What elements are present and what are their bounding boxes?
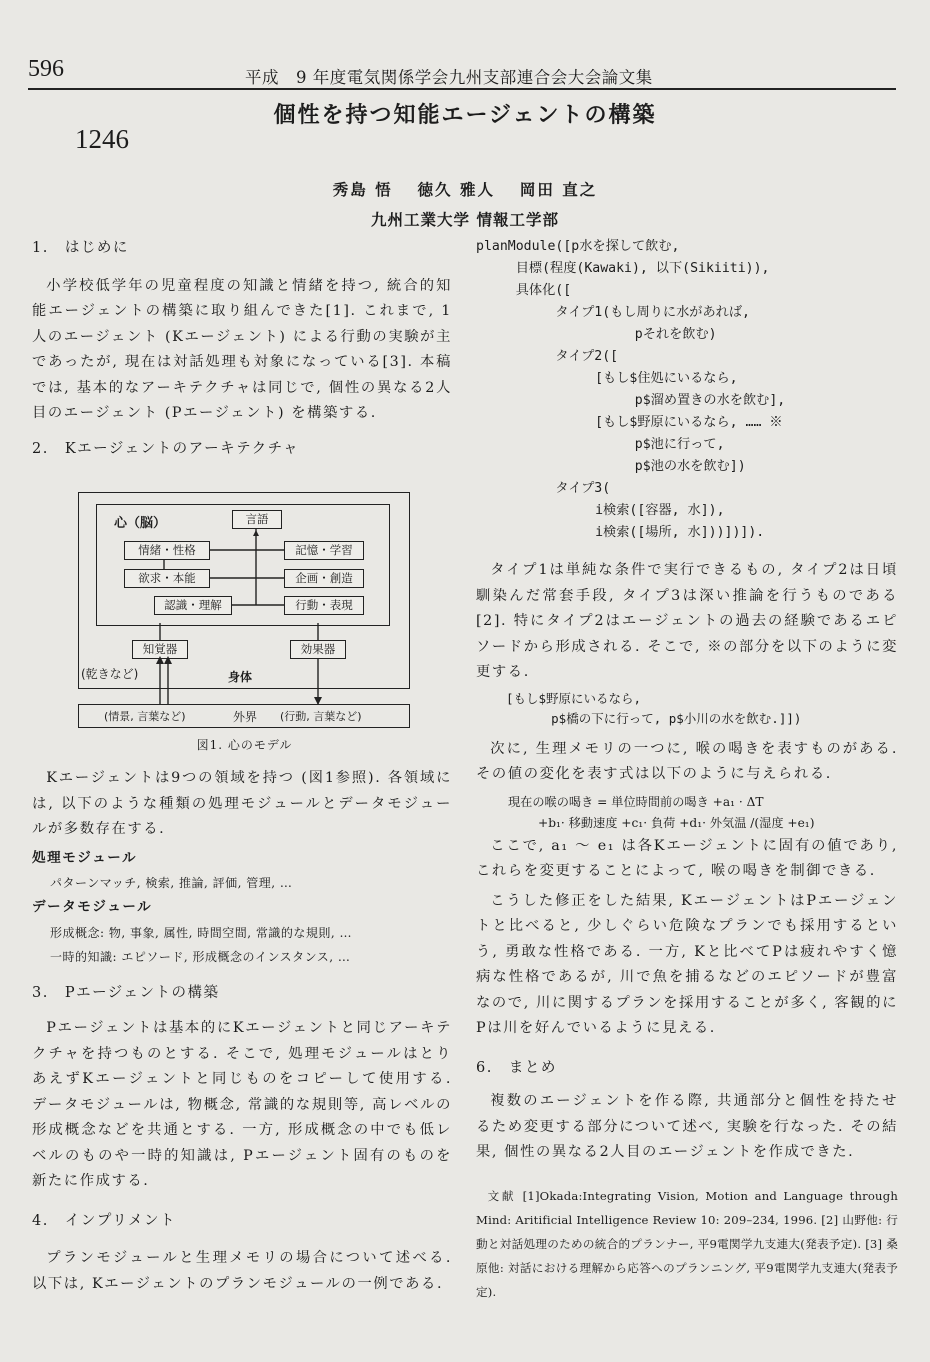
figure-connectors <box>78 492 411 736</box>
paragraph: 次に, 生理メモリの一つに, 喉の喝きを表すものがある. その値の変化を表す式は以下のように与えられる. <box>476 740 898 782</box>
box-emotion: 情緒・性格 <box>124 541 210 560</box>
paragraph: 複数のエージェントを作る際, 共通部分と個性を持たせるため変更する部分について述べ, 実験を行なった. その結果, 個性の異なる2人目のエージェントを作成できた. <box>476 1093 898 1160</box>
box-recognition: 認識・理解 <box>154 596 232 615</box>
paragraph: プランモジュールと生理メモリの場合について述べる. 以下は, Kエージェントのプランモジュールの一例である. <box>32 1250 452 1292</box>
box-language: 言語 <box>232 510 282 529</box>
figure-1 <box>78 492 411 754</box>
authors: 秀島 悟 徳久 雅人 岡田 直之 <box>332 180 598 199</box>
paragraph: Pエージェントは基本的にKエージェントと同じアーキテクチャを持つものとする. そこで, 処理モジュールはとりあえずKエージェントと同じものをコピーして使用する. データモジュールは, 物概念, 常識的な規則等, 高レベルの形成概念などを共通とする. 一方, 形成概念の中でも低レベルのものや一時的知識は, Pエージェント固有のものを新たに作成する. <box>32 1020 452 1189</box>
paragraph: タイプ1は単純な条件で実行できるもの, タイプ2は日頃馴染んだ常套手段, タイプ3は深い推論を行うものである[2]. 特にタイプ2はエージェントの過去の経験であるエピソードから形成される. そこで, ※の部分を以下のように変更する. <box>476 562 898 680</box>
section-heading: 6. まとめ <box>476 1059 557 1076</box>
mind-label: 心（脳） <box>114 516 167 531</box>
paper-id: 1246 <box>75 124 129 154</box>
right-column <box>476 236 898 1304</box>
paragraph: こうした修正をした結果, KエージェントはPエージェントと比べると, 少しぐらい危険なプランでも採用するという, 勇敢な性格である. 一方, Kと比べてPは疲れやすく憶病な性格であるが, 川で魚を捕るなどのエピソードが豊富なので, 川に関するプランを採用することが多く, 客観的にPは川を好んでいるように見える. <box>476 892 898 1036</box>
box-sensor: 知覚器 <box>132 640 188 659</box>
box-planning: 企画・創造 <box>284 569 364 588</box>
list-item: 一時的知識: エピソード, 形成概念のインスタンス, … <box>50 949 351 964</box>
box-effector: 効果器 <box>290 640 346 659</box>
affiliation: 九州工業大学 情報工学部 <box>371 210 559 229</box>
paragraph: ここで, a₁ ～ e₁ は各Kエージェントに固有の値であり, これらを変更することによって, 喉の喝きを制御できる. <box>476 837 898 879</box>
header-rule <box>28 88 896 90</box>
figure-caption: 図1. 心のモデル <box>196 738 293 752</box>
body-label: 身体 <box>228 670 253 684</box>
references: 文献 [1]Okada:Integrating Vision, Motion and Language through Mind: Aritificial Intelligence Review 10: 209–234, 1996. [2] 山野他: 行動と対話処理のための統合的プランナー, 平9電関学九支連大(発表予定). [3] 桑原他: 対話における理解から応答へのプランニング, 平9電関学九支連大(発表予定). <box>476 1188 898 1299</box>
world-output-label: (行動, 言葉など) <box>280 710 362 723</box>
section-1 <box>32 236 452 462</box>
equation-line: +b₁· 移動速度 +c₁· 負荷 +d₁· 外気温 /(湿度 +e₁) <box>538 815 815 830</box>
box-desire: 欲求・本能 <box>124 569 210 588</box>
paragraph: 小学校低学年の児童程度の知識と情緒を持つ, 統合的知能エージェントの構築に取り組んできた[1]. これまで, 1人のエージェント (Kエージェント) による行動の実験が主であったが, 現在は対話処理も対象になっている[3]. 本稿では, 基本的なアーキテクチャは同じで, 個性の異なる2人目のエージェント (Pエージェント) を構築する. <box>32 277 452 421</box>
list-item: パターンマッチ, 検索, 推論, 評価, 管理, … <box>50 876 293 890</box>
thirst-label: (乾きなど) <box>81 667 139 681</box>
section-heading: 3. Pエージェントの構築 <box>32 984 220 1001</box>
subheading: 処理モジュール <box>32 849 138 866</box>
code-block: [もし$野原にいるなら, p$橋の下に行って, p$小川の水を飲む.]]) <box>506 690 802 726</box>
box-memory: 記憶・学習 <box>284 541 364 560</box>
paragraph: Kエージェントは9つの領域を持つ (図1参照). 各領域には, 以下のような種類の処理モジュールとデータモジュールが多数存在する. <box>32 770 452 837</box>
list-item: 形成概念: 物, 事象, 属性, 時間空間, 常識的な規則, … <box>50 925 353 940</box>
page-number: 596 <box>28 56 64 82</box>
section-heading: 1. はじめに <box>32 240 129 256</box>
code-block: planModule([p水を探して飲む, 目標(程度(Kawaki), 以下(Sikiiti)), 具体化([ タイプ1(もし周りに水があれば, pそれを飲む) タイプ2([ [もし$住処にいるなら, p$溜め置きの水を飲む], [もし$野原にいるなら, …… ※ p$池に行って, p$池の水を飲む]) タイプ3( i検索([容器, 水]), i検索([場所, 水]))])]). <box>476 239 786 540</box>
world-input-label: (情景, 言葉など) <box>104 710 186 723</box>
section-2-body <box>32 766 452 1297</box>
world-label: 外界 <box>233 710 258 724</box>
journal-header: 平成 9 年度電気関係学会九州支部連合会大会論文集 <box>245 68 653 87</box>
equation-line: 現在の喉の喝き = 単位時間前の喝き +a₁ · ΔT <box>508 794 764 809</box>
section-heading: 2. Kエージェントのアーキテクチャ <box>32 440 300 457</box>
section-heading: 4. インプリメント <box>32 1212 176 1229</box>
paper-title: 個性を持つ知能エージェントの構築 <box>273 102 657 128</box>
box-action: 行動・表現 <box>284 596 364 615</box>
subheading: データモジュール <box>32 899 153 915</box>
